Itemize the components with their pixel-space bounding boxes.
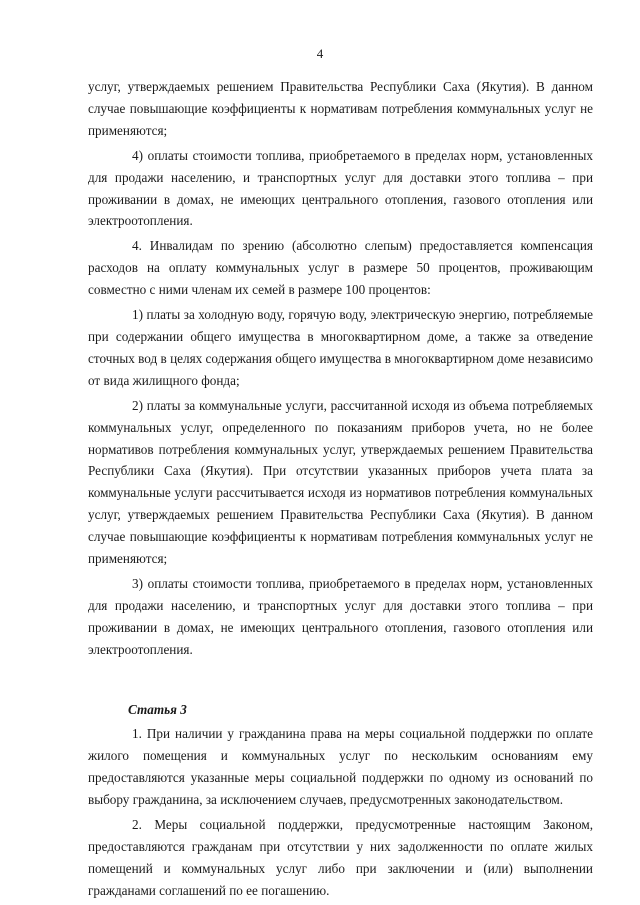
article-paragraph-1: 1. При наличии у гражданина права на меры социальной поддержки по оплате жилого помещения и коммунальных услуг по нескольким основаниям ему предоставляются указанные меры социальной поддержки по одному из оснований по выбору гражданина, за исключением случаев, предусмотренных законодательством.: [88, 726, 593, 808]
article-paragraph-2: 2. Меры социальной поддержки, предусмотренные настоящим Законом, предоставляются гражданам при отсутствии у них задолженности по оплате жилых помещений и коммунальных услуг либо при заключении и (или) выполнении гражданами соглашений по ее погашению.: [88, 817, 593, 898]
paragraph-item-4-fuel: 4) оплаты стоимости топлива, приобретаемого в пределах норм, установленных для продажи населению, и транспортных услуг для доставки этого топлива – при проживании в домах, не имеющих центрального отопления, газового отопления или электроотопления.: [88, 147, 593, 229]
paragraph-point-4-blind: 4. Инвалидам по зрению (абсолютно слепым) предоставляется компенсация расходов на оплату коммунальных услуг в размере 50 процентов, проживающим совместно с ними членам их семей в размере 100 процентов:: [88, 238, 593, 298]
document-body: [88, 76, 593, 902]
page-number: 4: [316, 46, 324, 61]
paragraph-item-2-utilities: 2) платы за коммунальные услуги, рассчитанной исходя из объема потребляемых коммунальных услуг, определенного по показаниям приборов учета, но не более нормативов потребления коммунальных услуг, утверждаемых решением Правительства Республики Саха (Якутия). При отсутствии указанных приборов учета плата за коммунальные услуги рассчитывается исходя из нормативов потребления коммунальных услуг, утверждаемых решением Правительства Республики Саха (Якутия). В данном случае повышающие коэффициенты к нормативам потребления коммунальных услуг не применяются;: [88, 397, 593, 567]
paragraph-item-1-water: 1) платы за холодную воду, горячую воду, электрическую энергию, потребляемые при содержании общего имущества в многоквартирном доме, а также за отведение сточных вод в целях содержания общего имущества в многоквартирном доме независимо от вида жилищного фонда;: [88, 307, 593, 388]
article-title: Статья 3: [128, 701, 187, 717]
paragraph-item-3-fuel: 3) оплаты стоимости топлива, приобретаемого в пределах норм, установленных для продажи населению, и транспортных услуг для доставки этого топлива – при проживании в домах, не имеющих центрального отопления, газового отопления или электроотопления.: [88, 575, 593, 657]
paragraph-continuation: услуг, утверждаемых решением Правительства Республики Саха (Якутия). В данном случае повышающие коэффициенты к нормативам потребления коммунальных услуг не применяются;: [88, 79, 593, 138]
